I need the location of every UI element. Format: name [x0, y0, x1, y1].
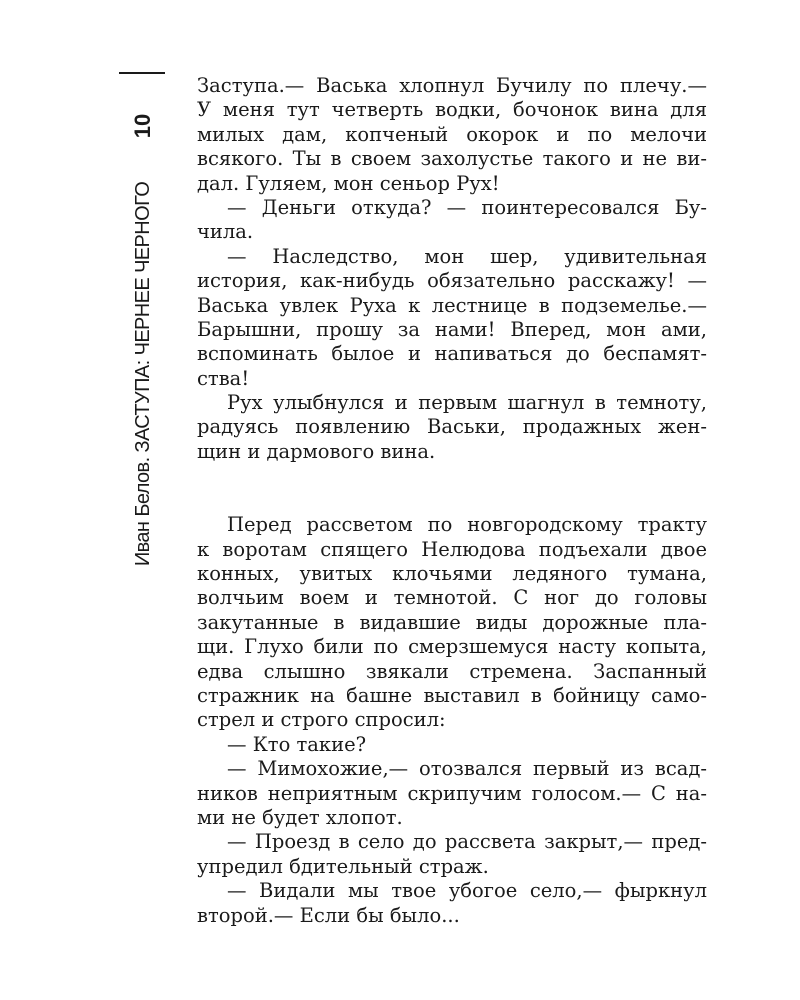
running-title: Иван Белов. ЗАСТУПА: ЧЕРНЕЕ ЧЕРНОГО	[132, 181, 154, 567]
text-line: закутанные в видавшие виды дорожные пла-	[197, 610, 707, 634]
text-line: Заступа.— Васька хлопнул Бучилу по плечу.—	[197, 74, 707, 97]
text-line: Васька увлек Руха к лестнице в подземелье.—	[197, 293, 707, 317]
text-line: Рух улыбнулся и первым шагнул в темноту,	[227, 391, 707, 415]
text-line: щин и дармового вина.	[197, 439, 436, 463]
page-number: 10	[130, 113, 155, 139]
text-line: ми не будет хлопот.	[197, 805, 403, 829]
text-line: У меня тут четверть водки, бочонок вина для	[197, 98, 707, 122]
section-break	[197, 464, 707, 513]
text-section-1	[197, 74, 707, 464]
text-line: радуясь появлению Васьки, продажных жен-	[197, 415, 707, 439]
text-line: милых дам, копченый окорок и по мелочи	[197, 122, 707, 146]
text-line: к воротам спящего Нелюдова подъехали двое	[197, 537, 707, 561]
text-line: дал. Гуляем, мон сеньор Рух!	[197, 171, 500, 195]
text-line: вспоминать былое и напиваться до беспамят-	[197, 342, 707, 366]
body-text	[197, 74, 707, 928]
text-line: стрел и строго спросил:	[197, 708, 446, 732]
text-line: всякого. Ты в своем захолустье такого и не ви-	[197, 147, 707, 171]
text-line: — Видали мы твое убогое село,— фыркнул	[227, 879, 707, 903]
text-line: история, как-нибудь обязательно расскажу! —	[197, 269, 707, 293]
text-line: — Мимохожие,— отозвался первый из всад-	[227, 757, 707, 781]
text-line: чила.	[197, 220, 254, 244]
text-line: — Проезд в село до рассвета закрыт,— пред-	[227, 830, 707, 854]
text-line: ства!	[197, 366, 250, 390]
text-section-2	[197, 513, 707, 928]
text-line: конных, увитых клочьями ледяного тумана,	[197, 562, 707, 586]
text-line: — Деньги откуда? — поинтересовался Бу-	[227, 195, 707, 219]
text-line: Перед рассветом по новгородскому тракту	[227, 513, 707, 537]
text-line: едва слышно звякали стремена. Заспанный	[197, 659, 707, 683]
text-line: — Наследство, мон шер, удивительная	[227, 244, 707, 268]
text-line: — Кто такие?	[227, 732, 367, 756]
text-line: стражник на башне выставил в бойницу само-	[197, 683, 707, 707]
text-line: второй.— Если бы было...	[197, 903, 460, 927]
text-line: Барышни, прошу за нами! Вперед, мон ами,	[197, 317, 707, 341]
text-line: щи. Глухо били по смерзшемуся насту копыта,	[197, 635, 707, 659]
text-line: волчьим воем и темнотой. С ног до головы	[197, 586, 707, 610]
header-rule	[119, 72, 165, 74]
text-line: ников неприятным скрипучим голосом.— С на-	[197, 781, 707, 805]
text-line: упредил бдительный страж.	[197, 854, 489, 878]
